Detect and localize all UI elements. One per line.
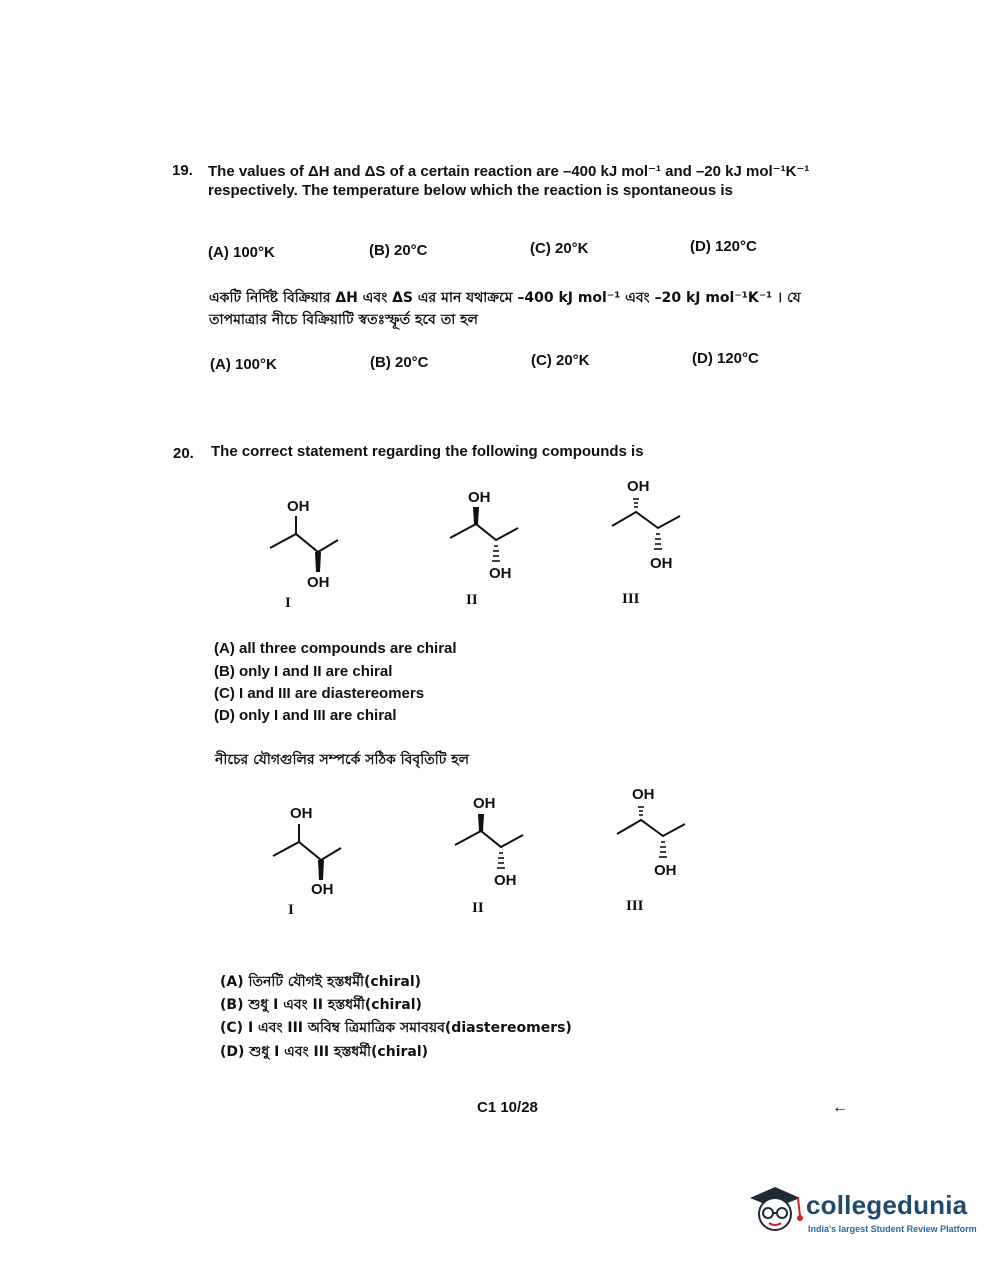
logo-tagline: India's largest Student Review Platform (808, 1224, 977, 1234)
compound-III-oh-bottom: OH (650, 555, 673, 572)
compound-III-oh-top: OH (627, 478, 650, 495)
compound-I-oh-bottom: OH (307, 574, 330, 591)
q19-bn-line1: একটি নির্দিষ্ট বিক্রিয়ার ΔH এবং ΔS এর মান যথাক্রমে –400 kJ mol⁻¹ এবং –20 kJ mol⁻¹K⁻¹ । যে (209, 290, 801, 306)
q19-option-c: (C) 20°K (530, 240, 589, 257)
compound-III-bn-oh-bottom: OH (654, 862, 677, 879)
compound-I-bn-oh-bottom: OH (311, 881, 334, 898)
compound-II-oh-top: OH (468, 489, 491, 506)
q19-text-line2: respectively. The temperature below which the reaction is spontaneous is (208, 182, 733, 199)
q19-option-d: (D) 120°C (690, 238, 757, 255)
q20-bn-option-c: (C) I এবং III অবিম্ব ত্রিমাত্রিক সমাবয়ব(diastereomers) (220, 1020, 572, 1036)
compound-I-label: I (285, 595, 291, 611)
compound-II-label: II (466, 592, 478, 608)
compound-II-oh-bottom: OH (489, 565, 512, 582)
arrow-left-icon: ← (832, 1099, 848, 1116)
compound-III-bn-label: III (626, 898, 644, 914)
q20-option-c: (C) I and III are diastereomers (214, 685, 425, 702)
q20-bn-text: নীচের যৌগগুলির সম্পর্কে সঠিক বিবৃতিটি হল (215, 752, 470, 768)
q19-bn-option-c: (C) 20°K (531, 352, 590, 369)
q20-number: 20. (173, 445, 194, 462)
compound-II-bn-oh-bottom: OH (494, 872, 517, 889)
q19-number: 19. (172, 162, 193, 179)
q20-option-b: (B) only I and II are chiral (214, 663, 393, 680)
q19-option-a: (A) 100°K (208, 244, 275, 261)
q20-option-d: (D) only I and III are chiral (214, 707, 397, 724)
q20-option-a: (A) all three compounds are chiral (214, 640, 457, 657)
q20-text: The correct statement regarding the following compounds is (211, 443, 644, 460)
q19-bn-option-a: (A) 100°K (210, 356, 277, 373)
q19-option-b: (B) 20°C (369, 242, 428, 259)
compound-I-bn-oh-top: OH (290, 805, 313, 822)
graduate-mascot-icon (744, 1176, 806, 1238)
q19-bn-line2: তাপমাত্রার নীচে বিক্রিয়াটি স্বতঃস্ফূর্ত হবে তা হল (209, 312, 478, 328)
compound-III-label: III (622, 591, 640, 607)
logo-name: collegedunia (806, 1190, 968, 1220)
q20-bn-option-a: (A) তিনটি যৌগই হস্তধর্মী(chiral) (220, 974, 422, 990)
compound-I-bn-label: I (288, 902, 294, 918)
compound-II-bn-oh-top: OH (473, 795, 496, 812)
page-number: C1 10/28 (477, 1099, 538, 1116)
q20-bn-option-d: (D) শুধু I এবং III হস্তধর্মী(chiral) (220, 1044, 429, 1060)
compound-III-bn-oh-top: OH (632, 786, 655, 803)
q19-bn-option-b: (B) 20°C (370, 354, 429, 371)
q20-bn-option-b: (B) শুধু I এবং II হস্তধর্মী(chiral) (220, 997, 422, 1013)
q19-text-line1: The values of ΔH and ΔS of a certain reaction are –400 kJ mol⁻¹ and –20 kJ mol⁻¹K⁻¹ (208, 163, 810, 180)
compound-II-bn-label: II (472, 900, 484, 916)
q19-bn-option-d: (D) 120°C (692, 350, 759, 367)
compound-I-oh-top: OH (287, 498, 310, 515)
